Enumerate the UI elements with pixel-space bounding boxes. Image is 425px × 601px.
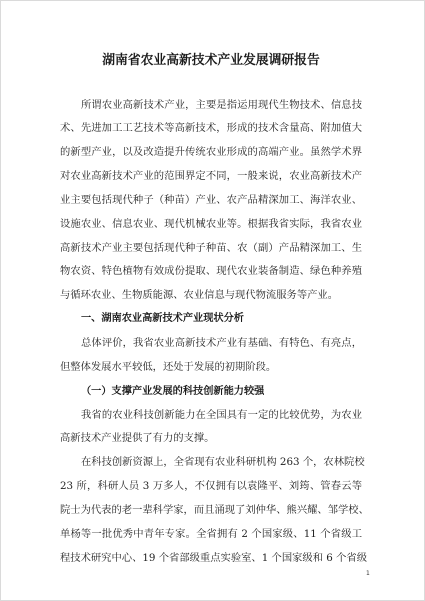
- paragraph-line: 术、先进加工工艺技术等高新技术，形成的技术含量高、附加值大: [60, 122, 362, 134]
- paragraph-line: 设施农业、信息农业、现代机械农业等。根据我省实际，我省农业: [60, 218, 362, 230]
- paragraph-line: 业主要包括现代种子（种苗）产业、农产品精深加工、海洋农业、: [60, 194, 362, 206]
- paragraph-line: 总体评价，我省农业高新技术产业有基础、有特色、有亮点，: [81, 337, 362, 349]
- paragraph-line: 我省的农业科技创新能力在全国具有一定的比较优势，为农业: [81, 409, 362, 421]
- paragraph-line: 所谓农业高新技术产业，主要是指运用现代生物技术、信息技: [81, 99, 362, 111]
- page-number: 1: [366, 570, 370, 577]
- paragraph-line: 23 所，科研人员 3 万多人，不仅拥有以袁隆平、刘筠、管春云等: [60, 480, 362, 492]
- paragraph-line: 院士为代表的老一辈科学家，而且涌现了刘仲华、熊兴耀、邹学校、: [60, 504, 369, 516]
- paragraph-line: 但整体发展水平较低，还处于发展的初期阶段。: [60, 361, 277, 373]
- subsection-heading: （一）支撑产业发展的科技创新能力较强: [81, 385, 265, 397]
- paragraph-line: 与循环农业、生物质能源、农业信息与现代物流服务等产业。: [60, 289, 339, 301]
- paragraph-line: 对农业高新技术产业的范围界定不同，一般来说，农业高新技术产: [60, 170, 362, 182]
- paragraph-line: 在科技创新资源上，全省现有农业科研机构 263 个，农林院校: [81, 456, 365, 468]
- paragraph-line: 程技术研究中心、19 个省部级重点实验室、1 个国家级和 6 个省级: [60, 552, 368, 564]
- paragraph-line: 单杨等一批优秀中青年专家。全省拥有 2 个国家级、11 个省级工: [60, 528, 362, 540]
- paragraph-line: 高新技术产业主要包括现代种子种苗、农（副）产品精深加工、生: [60, 242, 362, 254]
- paragraph-line: 物农资、特色植物有效成份提取、现代农业装备制造、绿色种养殖: [60, 265, 362, 277]
- paragraph-line: 高新技术产业提供了有力的支撑。: [60, 432, 215, 444]
- paragraph-line: 的新型产业，以及改造提升传统农业形成的高端产业。虽然学术界: [60, 146, 362, 158]
- section-heading: 一、湖南农业高新技术产业现状分析: [81, 313, 244, 324]
- document-title: 湖南省农业高新技术产业发展调研报告: [102, 53, 320, 68]
